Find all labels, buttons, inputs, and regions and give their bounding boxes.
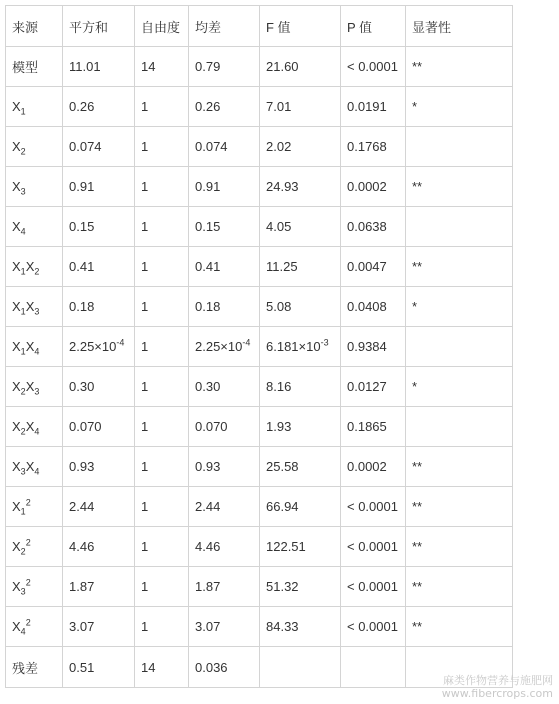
table-row bbox=[6, 287, 513, 327]
anova-table bbox=[5, 5, 513, 688]
cell-ss: 1.87 bbox=[63, 567, 135, 607]
cell-f: 1.93 bbox=[260, 407, 341, 447]
header-mean-square: 均差 bbox=[189, 6, 260, 47]
watermark-site-url: www.fibercrops.com bbox=[441, 687, 553, 700]
cell-p: < 0.0001 bbox=[341, 47, 406, 87]
cell-p: 0.0002 bbox=[341, 167, 406, 207]
cell-f bbox=[260, 647, 341, 688]
cell-ms: 0.070 bbox=[189, 407, 260, 447]
table-row bbox=[6, 487, 513, 527]
cell-source: $X_1X_3$ bbox=[6, 287, 63, 327]
header-source: 来源 bbox=[6, 6, 63, 47]
cell-f: $6.181\times 10^{-3}$ bbox=[260, 327, 341, 367]
cell-source: 模型 bbox=[6, 47, 63, 87]
cell-ss: 4.46 bbox=[63, 527, 135, 567]
cell-ss: $2.25\times 10^{-4}$ bbox=[63, 327, 135, 367]
cell-source: $X_2^2$ bbox=[6, 527, 63, 567]
cell-p: 0.0191 bbox=[341, 87, 406, 127]
cell-f: 11.25 bbox=[260, 247, 341, 287]
cell-df: 1 bbox=[135, 167, 189, 207]
cell-sig: ** bbox=[406, 47, 513, 87]
cell-sig: ** bbox=[406, 567, 513, 607]
header-significance: 显著性 bbox=[406, 6, 513, 47]
cell-sig bbox=[406, 207, 513, 247]
cell-f: 21.60 bbox=[260, 47, 341, 87]
cell-sig bbox=[406, 127, 513, 167]
cell-f: 7.01 bbox=[260, 87, 341, 127]
table-row bbox=[6, 47, 513, 87]
header-p-value: P 值 bbox=[341, 6, 406, 47]
cell-ms: 3.07 bbox=[189, 607, 260, 647]
cell-p bbox=[341, 647, 406, 688]
cell-p: 0.0047 bbox=[341, 247, 406, 287]
cell-p: 0.1768 bbox=[341, 127, 406, 167]
table-header-row bbox=[6, 6, 513, 47]
cell-p: 0.0408 bbox=[341, 287, 406, 327]
cell-df: 1 bbox=[135, 287, 189, 327]
cell-ss: 0.91 bbox=[63, 167, 135, 207]
cell-ms: 0.036 bbox=[189, 647, 260, 688]
cell-p: < 0.0001 bbox=[341, 607, 406, 647]
cell-df: 14 bbox=[135, 47, 189, 87]
cell-ss: 11.01 bbox=[63, 47, 135, 87]
cell-f: 2.02 bbox=[260, 127, 341, 167]
cell-df: 1 bbox=[135, 607, 189, 647]
cell-f: 4.05 bbox=[260, 207, 341, 247]
cell-sig: ** bbox=[406, 247, 513, 287]
table-row bbox=[6, 407, 513, 447]
table-row bbox=[6, 127, 513, 167]
cell-source: $X_1$ bbox=[6, 87, 63, 127]
cell-sig: ** bbox=[406, 447, 513, 487]
cell-ss: 0.18 bbox=[63, 287, 135, 327]
cell-ss: 0.93 bbox=[63, 447, 135, 487]
cell-df: 1 bbox=[135, 487, 189, 527]
cell-p: 0.0002 bbox=[341, 447, 406, 487]
cell-df: 1 bbox=[135, 447, 189, 487]
cell-ss: 0.26 bbox=[63, 87, 135, 127]
cell-f: 122.51 bbox=[260, 527, 341, 567]
cell-source: $X_3$ bbox=[6, 167, 63, 207]
cell-ss: 0.41 bbox=[63, 247, 135, 287]
cell-p: < 0.0001 bbox=[341, 567, 406, 607]
cell-p: 0.1865 bbox=[341, 407, 406, 447]
cell-source: $X_3^2$ bbox=[6, 567, 63, 607]
header-degrees-of-freedom: 自由度 bbox=[135, 6, 189, 47]
cell-ss: 0.070 bbox=[63, 407, 135, 447]
cell-ss: 3.07 bbox=[63, 607, 135, 647]
cell-f: 5.08 bbox=[260, 287, 341, 327]
cell-df: 1 bbox=[135, 127, 189, 167]
cell-df: 1 bbox=[135, 367, 189, 407]
table-row bbox=[6, 367, 513, 407]
cell-source: $X_2X_4$ bbox=[6, 407, 63, 447]
table-row bbox=[6, 567, 513, 607]
table-row bbox=[6, 527, 513, 567]
cell-df: 1 bbox=[135, 407, 189, 447]
cell-ms: 0.79 bbox=[189, 47, 260, 87]
cell-source: $X_3X_4$ bbox=[6, 447, 63, 487]
cell-p: < 0.0001 bbox=[341, 527, 406, 567]
cell-f: 51.32 bbox=[260, 567, 341, 607]
cell-p: 0.0638 bbox=[341, 207, 406, 247]
cell-p: < 0.0001 bbox=[341, 487, 406, 527]
header-f-value: F 值 bbox=[260, 6, 341, 47]
cell-sig bbox=[406, 407, 513, 447]
cell-p: 0.9384 bbox=[341, 327, 406, 367]
cell-ms: 0.41 bbox=[189, 247, 260, 287]
cell-ss: 0.074 bbox=[63, 127, 135, 167]
cell-ss: 0.30 bbox=[63, 367, 135, 407]
cell-source: $X_2X_3$ bbox=[6, 367, 63, 407]
cell-sig bbox=[406, 327, 513, 367]
cell-source: $X_1X_4$ bbox=[6, 327, 63, 367]
header-sum-of-squares: 平方和 bbox=[63, 6, 135, 47]
cell-source: $X_4$ bbox=[6, 207, 63, 247]
cell-f: 24.93 bbox=[260, 167, 341, 207]
table-row bbox=[6, 447, 513, 487]
cell-sig: * bbox=[406, 287, 513, 327]
cell-ms: 4.46 bbox=[189, 527, 260, 567]
cell-df: 1 bbox=[135, 87, 189, 127]
cell-ms: 2.44 bbox=[189, 487, 260, 527]
table-row bbox=[6, 607, 513, 647]
cell-source: 残差 bbox=[6, 647, 63, 688]
cell-ss: 2.44 bbox=[63, 487, 135, 527]
cell-source: $X_1^2$ bbox=[6, 487, 63, 527]
cell-ms: 1.87 bbox=[189, 567, 260, 607]
cell-sig: ** bbox=[406, 167, 513, 207]
table-row bbox=[6, 87, 513, 127]
cell-df: 1 bbox=[135, 247, 189, 287]
watermark-site-name: 麻类作物营养与施肥网 bbox=[443, 674, 553, 687]
table-row bbox=[6, 327, 513, 367]
cell-ms: 0.91 bbox=[189, 167, 260, 207]
cell-df: 1 bbox=[135, 207, 189, 247]
cell-ss: 0.51 bbox=[63, 647, 135, 688]
table-row bbox=[6, 207, 513, 247]
cell-sig: ** bbox=[406, 487, 513, 527]
cell-ms: 0.30 bbox=[189, 367, 260, 407]
cell-sig: * bbox=[406, 367, 513, 407]
table-row bbox=[6, 647, 513, 688]
cell-df: 14 bbox=[135, 647, 189, 688]
cell-df: 1 bbox=[135, 527, 189, 567]
cell-sig: * bbox=[406, 87, 513, 127]
table-row bbox=[6, 167, 513, 207]
cell-source: $X_4^2$ bbox=[6, 607, 63, 647]
cell-ms: 0.93 bbox=[189, 447, 260, 487]
cell-f: 66.94 bbox=[260, 487, 341, 527]
cell-source: $X_2$ bbox=[6, 127, 63, 167]
cell-f: 25.58 bbox=[260, 447, 341, 487]
cell-p: 0.0127 bbox=[341, 367, 406, 407]
cell-ms: $2.25\times 10^{-4}$ bbox=[189, 327, 260, 367]
cell-ms: 0.15 bbox=[189, 207, 260, 247]
cell-source: $X_1X_2$ bbox=[6, 247, 63, 287]
cell-f: 84.33 bbox=[260, 607, 341, 647]
site-watermark bbox=[442, 674, 553, 700]
cell-ms: 0.074 bbox=[189, 127, 260, 167]
cell-df: 1 bbox=[135, 567, 189, 607]
cell-f: 8.16 bbox=[260, 367, 341, 407]
cell-sig: ** bbox=[406, 527, 513, 567]
cell-sig: ** bbox=[406, 607, 513, 647]
table-row bbox=[6, 247, 513, 287]
cell-ms: 0.18 bbox=[189, 287, 260, 327]
cell-ms: 0.26 bbox=[189, 87, 260, 127]
cell-ss: 0.15 bbox=[63, 207, 135, 247]
cell-df: 1 bbox=[135, 327, 189, 367]
